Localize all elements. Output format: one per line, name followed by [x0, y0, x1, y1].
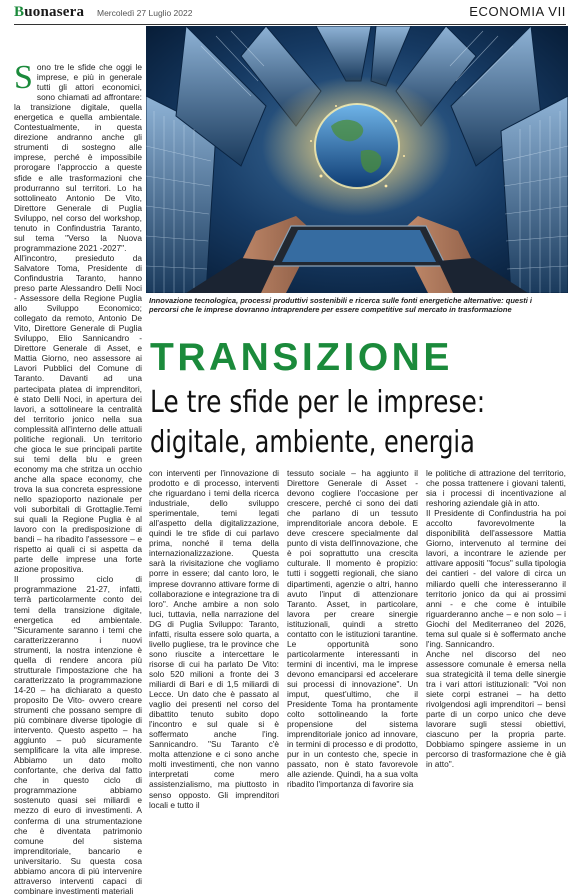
city-earth-hands-photo-icon: [146, 26, 568, 293]
drop-cap: S: [14, 59, 33, 96]
newspaper-logo: Buonasera: [14, 4, 85, 20]
headline-line-1: Le tre sfide per le imprese:: [150, 385, 486, 420]
article-column-2: [149, 468, 279, 818]
photo-caption: Innovazione tecnologica, processi produttivi sostenibili e ricerca sulle fonti energetiche alternative: questi i percorsi che le imprese dovranno intraprendere per essere competitive sul mercato in trasformazione: [149, 296, 533, 314]
article-paragraph: Anche nel discorso del neo assessore comunale è emersa nella sua strategicità il tema delle sinergie tra i vari attori istituzionali: "Voi non siete corpi estranei – ha detto rivolgendosi agli imprenditori – bensì parte di un corpo unico che deve lavorare sugli stessi obiettivi, ciascuno per la propria parte. Dobbiamo spingere assieme in un percorso di trasformazione che è già in atto".: [426, 648, 566, 770]
headline-line-2: digitale, ambiente, energia: [150, 425, 475, 460]
kicker-headline: TRANSIZIONE: [150, 336, 453, 379]
section-label: ECONOMIA VII: [469, 4, 566, 19]
article-paragraph: Il prossimo ciclo di programmazione 21-27, infatti, terrà particolarmente conto dei temi della transizione digitale, energetica ed ambientale. "Sicuramente saranno i temi che caratterizzeranno i nuovi strumenti, la nostra intenzione è quella di rendere ancora più strutturale l'impostazione che ha caratterizzato la programmazione 14-20 – ha dichiarato a questo proposito De Vito- ovvero creare strumenti che possano sempre di più combinare diverse tipologie di intervento. Questo aspetto – ha aggiunto – può sicuramente semplificare la vita alle imprese. Abbiamo un dato molto confortante, che deriva dal fatto che in questo ciclo di programmazione abbiamo sostenuto quasi sei miliardi e mezzo di euro di investimenti. A conferma di una strumentazione che è diventata patrimonio comune del sistema imprenditoriale, bancario e universitario. Su questa cosa abbiamo ancora di più intervenire attraverso interventi capaci di combinare investimenti materiali: [14, 574, 142, 896]
article-column-4: [426, 468, 566, 818]
article-paragraph: le politiche di attrazione del territorio, che possa trattenere i giovani talenti, sia i processi di incentivazione al reshoring aziendale già in atto.: [426, 468, 566, 509]
article-column-3: [287, 468, 418, 818]
header-rule: [14, 24, 566, 25]
article-paragraph: All'incontro, presieduto da Salvatore Toma, Presidente di Confindustria Taranto, hanno preso parte Alessandro Delli Noci - Assessore della Regione Puglia allo Sviluppo Economico; collegato da remoto, Antonio De Vito, Direttore Generale di Puglia Sviluppo, Elio Sannicandro - Direttore Generale di Asset, e Mattia Giorno, neo assessore ai Lavori Pubblici del Comune di Taranto. Davanti ad una partecipata platea di imprenditori, è stato Delli Noci, in apertura dei lavori, a sottolineare la centralità del territorio jonico nella sua complessità all'interno delle attuali politiche regionali. Un territorio che gioca le sue principali partite sui temi della blu e green economy ma che stritza un occhio anche alla space economy, che trova la sua concreta espressione nello spazioporto nazionale per voli suborbitali di Grottaglie.Temi sui quali la Regione Puglia è al lavoro con la predisposizione di bandi – ha ribadito l'assessore – e rispetto ai quali ci si aspetta da parte delle imprese una forte azione propositiva.: [14, 252, 142, 575]
article-column-1: [14, 59, 142, 896]
article-paragraph: tessuto sociale – ha aggiunto il Direttore Generale di Asset - devono cogliere l'occasione per crescere, perché ci sono dei dati che parlano di un tessuto imprenditoriale ancora debole. E deve crescere specialmente dal punto di vista dell'innovazione, che è poi soprattutto una crescita culturale. Il momento è propizio: tutti i soggetti regionali, che siano dipartimenti, agenzie o altri, hanno avuto l'input di attenzionare Taranto. Asset, in particolare, lavora per creare sinergie istituzionali, quindi a stretto contatto con le istituzioni tarantine. Le opportunità sono particolarmente interessanti in termini di incentivi, ma le imprese devono emanciparsi ed accelerare sui processi di innovazione". Un imput, quest'ultimo, che il Presidente Toma ha prontamente colto sottolineando la forte propensione del sistema imprenditoriale jonico ad innovare, in termini di processo e di prodotto, pur in un contesto che, specie in passato, non è stato favorevole alle aziende. Quindi, ha a sua volta ribadito l'importanza di favorire sia: [287, 468, 418, 790]
article-paragraph: ono tre le sfide che oggi le imprese, e più in generale tutti gli attori economici, sono chiamati ad affrontare: la transizione digitale, quella energetica e quella ambientale. Contestualmente, in questa direzione andranno anche gli strumenti di sostegno alle imprese, perché è impossibile prorogare l'approccio a queste sfide e alle trasformazioni che produrranno sul territori. Lo ha sottolineato Antonio De Vito, Direttore Generale di Puglia Sviluppo, nel corso del workshop, tenuto in Confindustria Taranto, sul tema "Verso la Nuova programmazione 2021 -2027".: [14, 62, 142, 253]
article-paragraph: Il Presidente di Confindustria ha poi accolto favorevolmente la disponibilità dell'assessore Mattia Giorno, intervenuto al termine dei lavori, a incontrare le aziende per attivare appositi "focus" sulla tipologia dei cantieri - del valore di circa un miliardo quelli che interesseranno il territorio jonico da qui ai prossimi anni - e che come è intuibile riguarderanno anche – e non solo – i Giochi del Mediterraneo del 2026, tema sul quale si è soffermato anche l'ing. Sannicandro.: [426, 508, 566, 649]
page-header: [14, 4, 566, 24]
article-paragraph: con interventi per l'innovazione di prodotto e di processo, interventi che riguardano i temi della ricerca industriale, dello sviluppo sperimentale, temi legati all'aspetto della digitalizzazione, quindi le tre sfide di cui parlavo prima, nonché il tema della internazionalizzazione. Questa sarà la rivisitazione che vogliamo porre in essere; dal canto loro, le imprese dovranno attivare forme di collaborazione e integrazione tra di loro". Anche ambire a non solo luci, tuttavia, nella narrazione del DG di Puglia Sviluppo: Taranto, infatti, risulta essere solo quarta, a livello pugliese, tra le province che sono riuscite a intercettare le risorse di cui ha parlato De Vito: solo 520 milioni a fronte dei 3 miliardi di Bari e di 1,5 miliardi di Lecce. Un dato che è passato al vaglio dei presenti nel corso del dibattito tenuto subito dopo l'incontro e sul quale si è soffermato anche l'ing. Sannicandro. "Su Taranto c'è molta attenzione e ci sono anche molti investimenti, che non vanno interpretati come mero assistenzialismo, ma piuttosto in senso opposto. Gli imprenditori locali e tutto il: [149, 468, 279, 810]
issue-date: Mercoledì 27 Luglio 2022: [97, 8, 193, 18]
article-photo: [146, 26, 568, 293]
